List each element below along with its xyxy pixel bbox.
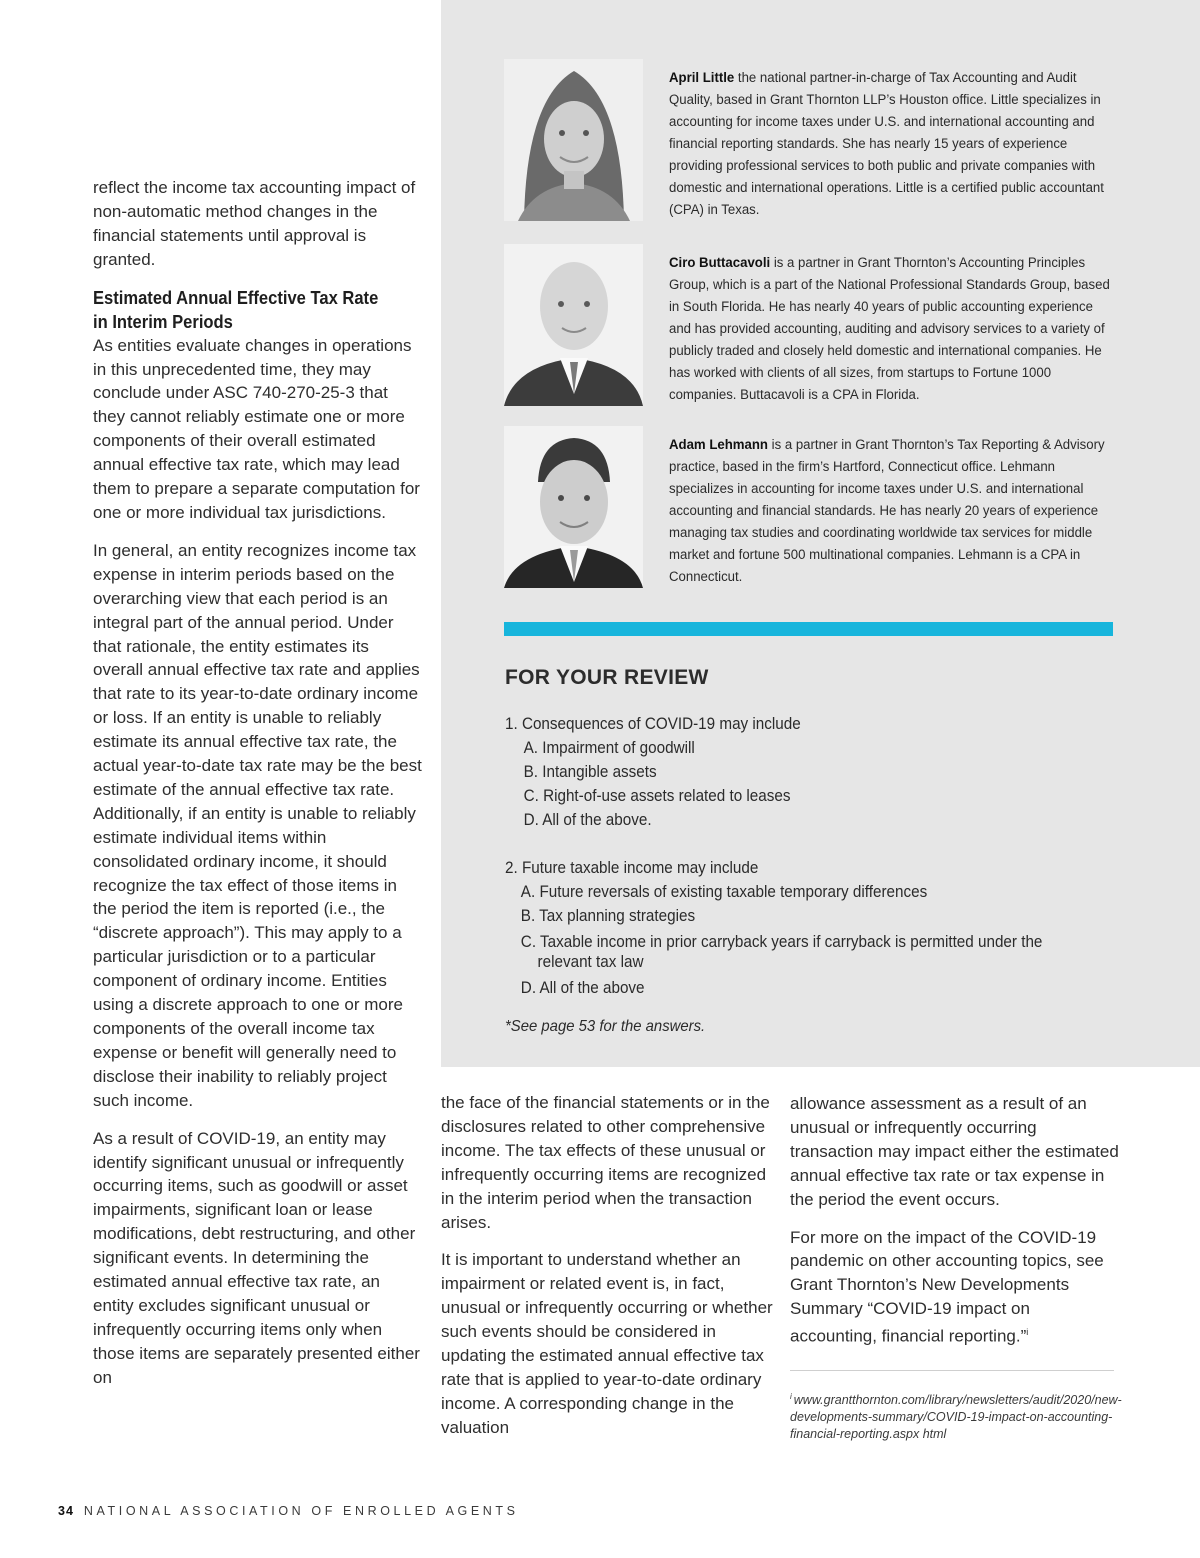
- question-1-option: B. Intangible assets: [523, 763, 657, 781]
- paragraph: In general, an entity recognizes income tax expense in interim periods based on the overarching view that each period is an integral part of the annual period. Under that rationale, the entity estimates its overall annual effective tax rate and applies that rate to its year-to-date ordinary income or loss. If an entity is unable to reliably estimate its annual effective tax rate, the actual year-to-date tax rate may be the best estimate of the annual effective tax rate. Additionally, if an entity is unable to reliably estimate individual items within consolidated ordinary income, it should recognize the tax effect of those items in the period the item is reported (i.e., the “discrete approach”). This may apply to a particular jurisdiction or to a particular component of ordinary income. Entities using a discrete approach to one or more components of the overall income tax expense or benefit will generally need to disclose their inability to reliably project such income.: [93, 540, 422, 1110]
- section-heading: Estimated Annual Effective Tax Rate in Interim Periods: [93, 287, 379, 332]
- footnote-link[interactable]: www.grantthornton.com/library/newsletters/audit/2020/new-developments-summary/COVID-19-impact-on-accounting-financial-reporting.aspx html: [790, 1393, 1122, 1442]
- review-questions: [505, 712, 1072, 1000]
- footnote-divider: [790, 1370, 1114, 1371]
- paragraph: For more on the impact of the COVID-19 pandemic on other accounting topics, see Grant Thornton’s New Developments Summary “COVID-19 impact on accounting, financial reporting.”$^i$: [790, 1227, 1104, 1346]
- bio-text: Adam Lehmann is a partner in Grant Thornton’s Tax Reporting & Advisory practice, based in the firm’s Hartford, Connecticut office. Lehmann specializes in accounting for income taxes under U.S. and international accounting and financial standards. He has nearly 20 years of experience managing tax studies and coordinating worldwide tax services for middle market and fortune 500 multinational companies. Lehmann is a CPA in Connecticut.: [669, 437, 1105, 585]
- bio-name: Adam Lehmann: [669, 437, 768, 453]
- paragraph: It is important to understand whether an impairment or related event is, in fact, unusual or infrequently occurring or whether such events should be considered in updating the estimated annual effective tax rate that is applied to year-to-date ordinary income. A corresponding change in the valuation: [441, 1250, 773, 1437]
- question-1-option: A. Impairment of goodwill: [523, 739, 695, 757]
- question-2-option: A. Future reversals of existing taxable temporary differences: [520, 883, 928, 901]
- bio-name: Ciro Buttacavoli: [669, 255, 771, 271]
- right-column: [790, 1092, 1120, 1363]
- paragraph: allowance assessment as a result of an unusual or infrequently occurring transaction may impact either the estimated annual effective tax rate or tax expense in the period the event occurs.: [790, 1094, 1119, 1209]
- bio-text: Ciro Buttacavoli is a partner in Grant Thornton’s Accounting Principles Group, which is a part of the National Professional Standards Group, based in South Florida. He has nearly 40 years of public accounting experience and has provided accounting, auditing and advisory services to a variety of publicly traded and closely held domestic and international companies. He has worked with clients of all sizes, from startups to Fortune 1000 companies. Buttacavoli is a CPA in Florida.: [669, 255, 1110, 403]
- answers-note: *See page 53 for the answers.: [505, 1018, 706, 1035]
- bio-name: April Little: [669, 70, 735, 86]
- author-bio-ciro-buttacavoli: [504, 244, 1124, 406]
- author-bio-april-little: [504, 59, 1124, 221]
- bio-text: April Little the national partner-in-charge of Tax Accounting and Audit Quality, based in Grant Thornton LLP’s Houston office. Little specializes in accounting for income taxes under U.S. and international accounting and financial reporting standards. She has nearly 15 years of experience providing professional services to both public and private companies with domestic and international operations. Little is a certified public accountant (CPA) in Texas.: [669, 70, 1104, 218]
- paragraph: the face of the financial statements or in the disclosures related to other comprehensive income. The tax effects of these unusual or infrequently occurring items are recognized in the interim period when the transaction arises.: [441, 1093, 770, 1232]
- author-photo: [504, 244, 643, 406]
- footnote-marker: i: [790, 1392, 792, 1401]
- question-2-option: D. All of the above: [520, 979, 645, 997]
- author-photo: [504, 59, 643, 221]
- middle-column: [441, 1091, 776, 1454]
- spacer: [505, 832, 1072, 856]
- page-number: 34: [58, 1504, 74, 1518]
- left-column: [93, 176, 423, 1404]
- author-photo: [504, 426, 643, 588]
- question-1-option: C. Right-of-use assets related to leases: [523, 787, 791, 805]
- question-2: 2. Future taxable income may include: [505, 859, 759, 877]
- question-2-option: B. Tax planning strategies: [520, 907, 696, 925]
- paragraph: As a result of COVID-19, an entity may identify significant unusual or infrequently occurring items, such as goodwill or asset impairments, significant loan or lease modifications, debt restructuring, and other significant events. In determining the estimated annual effective tax rate, an entity excludes significant unusual or infrequently occurring items only when those items are separately presented either on: [93, 1128, 420, 1387]
- paragraph: reflect the income tax accounting impact of non-automatic method changes in the financial statements until approval is granted.: [93, 178, 416, 269]
- footnote-marker: i: [1026, 1327, 1029, 1338]
- footnote: [790, 1388, 1120, 1443]
- review-title: FOR YOUR REVIEW: [505, 666, 709, 689]
- question-2-option: C. Taxable income in prior carryback years if carryback is permitted under the relevant tax law: [520, 933, 1043, 971]
- paragraph: As entities evaluate changes in operations in this unprecedented time, they may conclude under ASC 740-270-25-3 that they cannot reliably estimate one or more components of their overall estimated annual effective tax rate, which may lead them to prepare a separate computation for one or more individual tax jurisdictions.: [93, 335, 420, 522]
- question-1: 1. Consequences of COVID-19 may include: [505, 715, 801, 733]
- question-1-option: D. All of the above.: [523, 811, 652, 829]
- author-bio-adam-lehmann: [504, 426, 1124, 588]
- publication-name: NATIONAL ASSOCIATION OF ENROLLED AGENTS: [83, 1504, 519, 1518]
- page-footer: [58, 1504, 519, 1518]
- accent-bar: [504, 622, 1113, 636]
